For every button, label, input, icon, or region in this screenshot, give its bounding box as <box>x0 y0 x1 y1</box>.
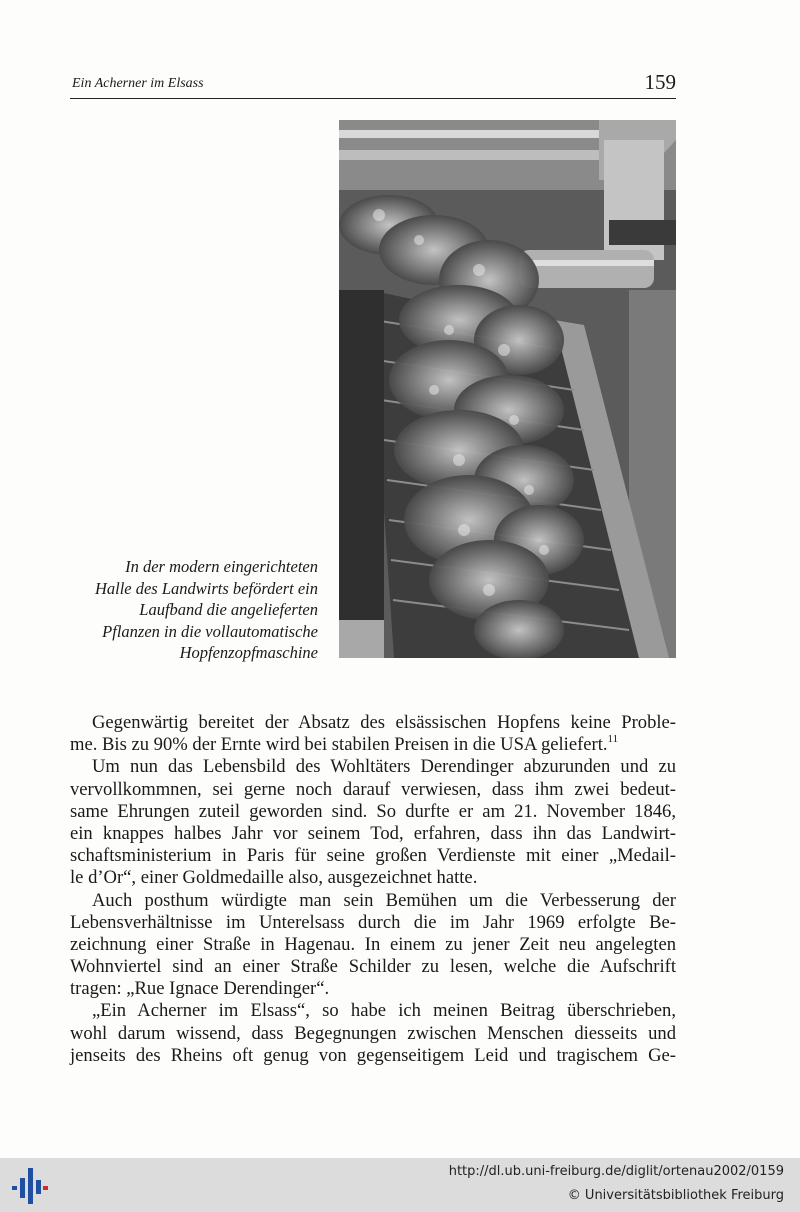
text-line: Wohnviertel sind an einer Straße Schilder zu lesen, welche die Aufschrift <box>70 956 676 978</box>
text-line: Lebensverhältnisse im Unterelsass durch die im Jahr 1969 erfolgte Be- <box>70 911 676 933</box>
text-line: Um nun das Lebensbild des Wohltäters Derendinger abzurunden und zu <box>92 756 676 778</box>
caption-line: Pflanzen in die vollautomatische <box>102 621 318 641</box>
text-line: vervollkommnen, sei gerne noch darauf verwiesen, dass ihm zwei bedeut- <box>70 778 676 800</box>
page-number: 159 <box>644 70 676 94</box>
text-line-content: me. Bis zu 90% der Ernte wird bei stabilen Preisen in die USA geliefert. <box>70 734 608 756</box>
running-title: Ein Acherner im Elsass <box>72 76 204 91</box>
text-line: ein knappes halbes Jahr vor seinem Tod, erfahren, dass ihn das Landwirt- <box>70 822 676 844</box>
caption-line: Halle des Landwirts befördert ein <box>94 578 318 598</box>
caption-line: Laufband die angelieferten <box>139 600 318 619</box>
body-text <box>70 712 676 1067</box>
viewer-footer <box>0 1158 800 1212</box>
text-line: zeichnung einer Straße in Hagenau. In einem zu jener Zeit neu angelegten <box>70 933 676 955</box>
text-line: tragen: „Rue Ignace Derendinger“. <box>70 978 330 1000</box>
running-header <box>70 70 676 99</box>
text-line: le d’Or“, einer Goldmedaille also, ausgezeichnet hatte. <box>70 867 478 889</box>
text-line <box>70 734 676 756</box>
text-line: schaftsministerium in Paris für seine großen Verdienste mit einer „Medail- <box>70 845 676 867</box>
text-line: wohl darum wissend, dass Begegnungen zwischen Menschen diesseits und <box>70 1022 676 1044</box>
caption-line: Hopfenzopfmaschine <box>179 643 318 662</box>
library-logo-icon <box>10 1166 50 1206</box>
text-line: Auch posthum würdigte man sein Bemühen um die Verbesserung der <box>92 889 676 911</box>
copyright-notice: © Universitätsbibliothek Freiburg <box>567 1188 784 1203</box>
figure-caption <box>60 556 318 664</box>
text-line: jenseits des Rheins oft genug von gegenseitigem Leid und tragischem Ge- <box>70 1044 676 1066</box>
hop-conveyor-photo <box>339 120 676 658</box>
text-line: same Ehrungen zuteil geworden sind. So durfte er am 21. November 1846, <box>70 800 676 822</box>
text-line: Gegenwärtig bereitet der Absatz des elsässischen Hopfens keine Proble- <box>92 712 676 733</box>
photo-illustration <box>339 120 676 658</box>
permalink-url[interactable]: http://dl.ub.uni-freiburg.de/diglit/ortenau2002/0159 <box>448 1164 784 1179</box>
footnote-reference: 11 <box>607 733 619 746</box>
text-line: „Ein Acherner im Elsass“, so habe ich meinen Beitrag überschrieben, <box>92 1000 676 1022</box>
caption-line: In der modern eingerichteten <box>125 557 318 576</box>
